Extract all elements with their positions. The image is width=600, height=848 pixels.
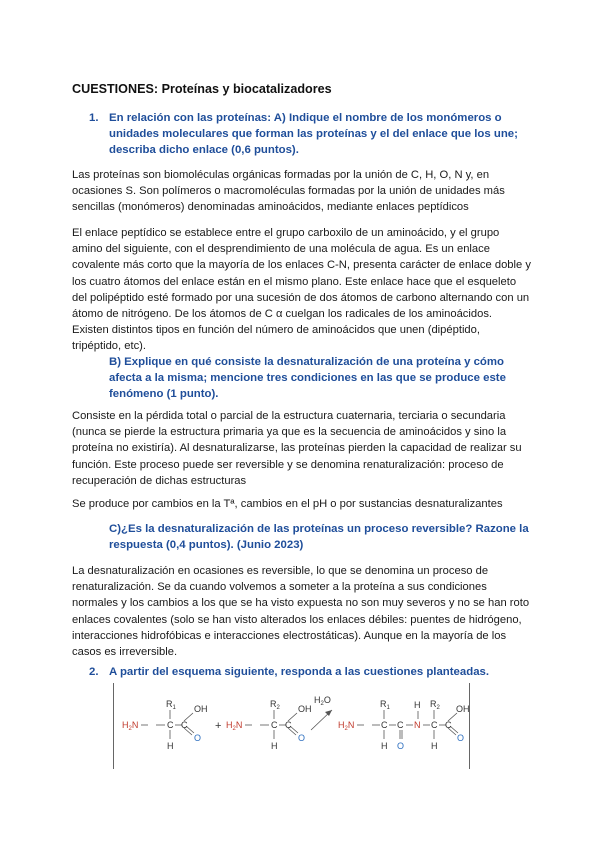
answer-paragraph-5 <box>72 563 538 660</box>
hydrogen-label: H <box>167 741 174 751</box>
arrow-head-icon <box>325 710 332 716</box>
oxygen-label: O <box>457 733 465 743</box>
amino-group-label: $H_2N$ <box>338 720 355 732</box>
oxygen-label: O <box>298 733 306 743</box>
question-line: describa dicho enlace (0,6 puntos). <box>109 144 299 156</box>
question-line: respuesta (0,4 puntos). (Junio 2023) <box>109 539 304 551</box>
oxygen-label: O <box>397 741 405 751</box>
amino-group-label: $H_2N$ <box>226 720 243 732</box>
carbon-label: C <box>431 720 438 730</box>
question-line: B) Explique en qué consiste la desnaturalización de una proteína y cómo <box>109 356 504 368</box>
hydrogen-label: H <box>414 700 421 710</box>
hydrogen-label: H <box>271 741 278 751</box>
carbon-label: C <box>381 720 388 730</box>
text-line: función. Este proceso puede ser reversible y se denomina renaturalización: proceso de <box>72 458 504 471</box>
hydrogen-label: H <box>381 741 388 751</box>
question-1a <box>89 110 549 158</box>
question-line: unidades moleculares que forman las proteínas y el del enlace que los une; <box>109 128 518 140</box>
oxygen-label: O <box>194 733 202 743</box>
carbon-label: C <box>397 720 404 730</box>
carbon-label: C <box>285 720 292 730</box>
answer-paragraph-4 <box>72 496 538 512</box>
radical-label: $R_2$ <box>270 699 280 711</box>
carbon-label: C <box>167 720 174 730</box>
text-line: sencillas (monómeros) denominadas aminoácidos, mediante enlaces peptídicos <box>72 201 469 214</box>
question-2 <box>89 664 539 680</box>
answer-paragraph-1 <box>72 167 538 216</box>
text-line: proteína no existiría). Al desnaturalizarse, las proteínas pierden la capacidad de realizar su <box>72 442 522 455</box>
text-line: El enlace peptídico se establece entre el grupo carboxilo de un aminoácido, y el grupo <box>72 227 500 239</box>
carbon-label: C <box>271 720 278 730</box>
text-line: normales y los cambios a los que se ha visto expuesta no son muy severos y no se han roto <box>72 597 530 610</box>
nitrogen-label: N <box>414 720 421 730</box>
text-line: ocasiones S. Son polímeros o macromoléculas formadas por la unión de unidades más <box>72 185 505 198</box>
answer-paragraph-3 <box>72 408 538 489</box>
text-line: casos es irreversible. <box>72 646 178 659</box>
question-line: afecta a la misma; mencione tres condiciones en las que se produce este <box>109 372 506 384</box>
text-line: interacciones hidrofóbicas e interacciones electrostáticas). Aunque en la mayoría de los <box>72 629 507 642</box>
radical-label: $R_1$ <box>166 699 176 711</box>
text-line: Las proteínas son biomoléculas orgánicas formadas por la unión de C, H, O, N y, en <box>72 169 490 181</box>
question-line: A partir del esquema siguiente, responda a las cuestiones planteadas. <box>109 666 490 678</box>
question-number: 2. <box>89 666 99 678</box>
hydrogen-label: H <box>431 741 438 751</box>
text-line: Existen distintos tipos en función del número de aminoácidos que unen (dipéptido, <box>72 324 480 337</box>
peptide-bond-scheme <box>113 683 470 769</box>
question-line: C)¿Es la desnaturalización de las proteínas un proceso reversible? Razone la <box>109 523 529 535</box>
text-line: Consiste en la pérdida total o parcial de la estructura cuaternaria, terciaria o secundaria <box>72 410 506 422</box>
text-line: enlaces covalentes (solo se han visto alterados los enlaces débiles: puentes de hidrógeno, <box>72 613 522 626</box>
text-line: covalente más corto que la mayoría de los enlaces C-N, presenta carácter de enlace doble y <box>72 259 531 272</box>
text-line: La desnaturalización en ocasiones es reversible, lo que se denomina un proceso de <box>72 565 489 577</box>
water-label: $H_2O$ <box>314 695 331 707</box>
answer-paragraph-2 <box>72 225 538 355</box>
page-title: CUESTIONES: Proteínas y biocatalizadores <box>72 82 332 96</box>
hydroxyl-label: OH <box>456 704 469 714</box>
carbon-label: C <box>181 720 188 730</box>
amino-group-label: $H_2N$ <box>122 720 139 732</box>
question-line: fenómeno (1 punto). <box>109 388 219 400</box>
question-1b <box>109 354 539 402</box>
text-line: renaturalización. Se da cuando volvemos a someter a la proteína a sus condiciones <box>72 581 487 594</box>
text-line: Se produce por cambios en la Tª, cambios en el pH o por sustancias desnaturalizantes <box>72 498 503 510</box>
text-line: amino del siguiente, con el desprendimiento de una molécula de agua. Es un enlace <box>72 243 490 256</box>
reaction-diagram <box>114 683 469 769</box>
text-line: tripéptido, etc). <box>72 340 146 353</box>
hydroxyl-label: OH <box>194 704 208 714</box>
text-line: recuperación de dichas estructuras <box>72 474 247 487</box>
radical-label: $R_2$ <box>430 699 440 711</box>
hydroxyl-label: OH <box>298 704 312 714</box>
text-line: los cuatro átomos del enlace están en el mismo plano. Este enlace hace que el esqueleto <box>72 275 517 288</box>
question-1c <box>109 521 539 553</box>
carbon-label: C <box>445 720 452 730</box>
plus-sign: + <box>215 720 222 732</box>
question-line: En relación con las proteínas: A) Indique el nombre de los monómeros o <box>109 112 502 124</box>
text-line: (nunca se pierde la estructura primaria ya que es la secuencia de aminoácidos y sino la <box>72 426 507 439</box>
radical-label: $R_1$ <box>380 699 390 711</box>
text-line: del polipéptido esté formado por una sucesión de dos átomos de carbono alternando con un <box>72 291 530 304</box>
text-line: átomo de nitrógeno. De los átomos de C α cuelgan los radicales de los aminoácidos. <box>72 308 493 321</box>
question-number: 1. <box>89 112 99 124</box>
